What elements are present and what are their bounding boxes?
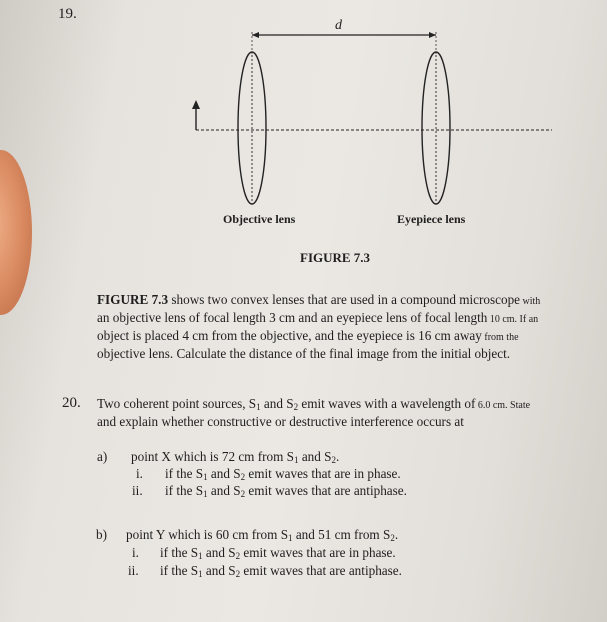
b-i-pre: if the S <box>160 545 199 560</box>
sub-1: 1 <box>198 569 203 579</box>
part-a-text <box>131 449 339 465</box>
q19-line3: object is placed 4 cm from the objective, and the eyepiece is 16 cm away <box>97 328 482 343</box>
part-a-ii-num: ii. <box>132 483 143 498</box>
q20-intro-c: emit waves with a wavelength of <box>298 396 476 411</box>
part-a-mid: and S <box>298 449 332 464</box>
a-ii-pre: if the S <box>165 483 204 498</box>
sub-2: 2 <box>390 533 395 543</box>
q20-intro-a: Two coherent point sources, S <box>97 396 257 411</box>
distance-arrow-right <box>429 32 436 38</box>
q20-intro-tail: 6.0 cm. State <box>475 400 531 411</box>
part-b-text <box>126 527 398 543</box>
question-20-number: 20. <box>62 395 81 411</box>
part-b-end: . <box>394 527 399 542</box>
question-19-number: 19. <box>58 6 77 22</box>
sub-2: 2 <box>235 551 241 561</box>
part-b-pre: point Y which is 60 cm from S <box>126 527 289 542</box>
eyepiece-lens-label: Eyepiece lens <box>397 212 466 226</box>
q19-line3-tail: from the <box>481 332 519 343</box>
sub-2: 2 <box>240 472 246 482</box>
distance-arrow-left <box>252 32 259 38</box>
a-ii-end: emit waves that are antiphase. <box>245 483 407 498</box>
q20-intro-line2: and explain whether constructive or destructive interference occurs at <box>97 414 464 429</box>
b-i-end: emit waves that are in phase. <box>240 545 396 560</box>
part-b-mid: and 51 cm from S <box>292 527 391 542</box>
question-20-intro <box>97 396 530 430</box>
part-b-ii-text <box>160 563 402 579</box>
a-ii-mid: and S <box>207 483 241 498</box>
q19-line2: an objective lens of focal length 3 cm and an eyepiece lens of focal length <box>97 310 488 325</box>
a-i-pre: if the S <box>165 466 204 481</box>
b-ii-pre: if the S <box>160 563 199 578</box>
q19-line1-tail: with <box>520 296 541 307</box>
b-i-mid: and S <box>202 545 236 560</box>
sub-1: 1 <box>203 489 208 499</box>
sub-1: 1 <box>256 402 261 412</box>
question-19-text <box>97 292 602 362</box>
part-a-pre: point X which is 72 cm from S <box>131 449 295 464</box>
objective-lens-label: Objective lens <box>223 212 296 226</box>
part-b-label: b) <box>96 527 107 542</box>
b-ii-mid: and S <box>202 563 236 578</box>
q19-line2-tail: 10 cm. If an <box>487 314 539 325</box>
part-b-ii-num: ii. <box>128 563 139 578</box>
figure-reference: FIGURE 7.3 <box>97 292 169 307</box>
q19-line1: shows two convex lenses that are used in a compound microscope <box>168 292 521 307</box>
sub-2: 2 <box>331 455 336 465</box>
q19-line4: objective lens. Calculate the distance of the final image from the initial object. <box>97 346 511 361</box>
sub-1: 1 <box>294 455 299 465</box>
part-a-i-num: i. <box>136 466 143 481</box>
q20-intro-b: and S <box>260 396 294 411</box>
part-a-ii-text <box>165 483 407 499</box>
sub-1: 1 <box>198 551 203 561</box>
b-ii-end: emit waves that are antiphase. <box>240 563 402 578</box>
sub-1: 1 <box>288 533 293 543</box>
sub-2: 2 <box>240 489 246 499</box>
object-arrow-head <box>192 100 200 109</box>
a-i-end: emit waves that are in phase. <box>245 466 401 481</box>
figure-caption: FIGURE 7.3 <box>300 250 371 265</box>
part-b-i-num: i. <box>132 545 139 560</box>
distance-label: d <box>335 18 342 33</box>
part-a-end: . <box>335 449 340 464</box>
sub-2: 2 <box>293 402 299 412</box>
sub-1: 1 <box>203 472 208 482</box>
a-i-mid: and S <box>207 466 241 481</box>
microscope-diagram <box>0 0 607 240</box>
part-b-i-text <box>160 545 396 561</box>
part-a-i-text <box>165 466 401 482</box>
sub-2: 2 <box>235 569 241 579</box>
part-a-label: a) <box>97 449 108 464</box>
